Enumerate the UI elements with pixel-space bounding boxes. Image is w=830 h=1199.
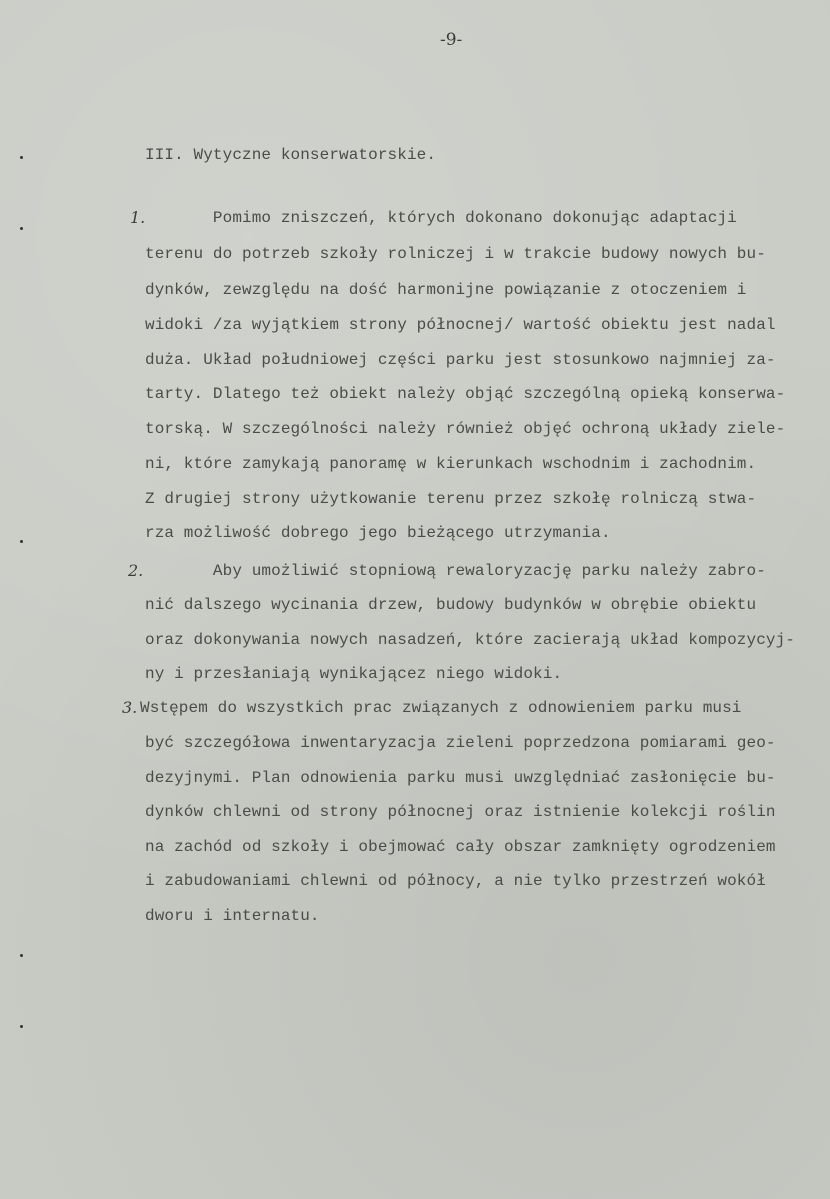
text-line: dworu i internatu. (145, 907, 320, 925)
text-line: dezyjnymi. Plan odnowienia parku musi uwzględniać zasłonięcie bu- (145, 769, 776, 787)
text-line: dynków, zewzględu na dość harmonijne powiązanie z otoczeniem i (145, 281, 747, 299)
text-line: i zabudowaniami chlewni od północy, a nie tylko przestrzeń wokół (145, 872, 766, 890)
text-line: duża. Układ południowej części parku jest stosunkowo najmniej za- (145, 351, 776, 369)
text-line: ni, które zamykają panoramę w kierunkach wschodnim i zachodnim. (145, 455, 757, 473)
margin-mark (20, 1025, 23, 1028)
text-line: nić dalszego wycinania drzew, budowy budynków w obrębie obiektu (145, 596, 757, 614)
text-line: Wstępem do wszystkich prac związanych z odnowieniem parku musi (140, 699, 742, 717)
text-line: Z drugiej strony użytkowanie terenu przez szkołę rolniczą stwa- (145, 490, 757, 508)
text-line: torską. W szczególności należy również objęć ochroną układy ziele- (145, 420, 786, 438)
text-line: na zachód od szkoły i obejmować cały obszar zamknięty ogrodzeniem (145, 838, 776, 856)
text-line: terenu do potrzeb szkoły rolniczej i w trakcie budowy nowych bu- (145, 245, 766, 263)
margin-mark (20, 156, 23, 159)
text-line: Aby umożliwić stopniową rewaloryzację parku należy zabro- (145, 562, 766, 580)
text-line: Pomimo zniszczeń, których dokonano dokonując adaptacji (145, 209, 737, 227)
item-number: 2. (128, 561, 144, 580)
margin-mark (20, 954, 23, 957)
margin-mark (20, 227, 23, 230)
text-line: ny i przesłaniają wynikającez niego widoki. (145, 665, 563, 683)
text-line: widoki /za wyjątkiem strony północnej/ wartość obiektu jest nadal (145, 316, 776, 334)
item-number: 1. (130, 208, 146, 227)
margin-mark (20, 540, 23, 543)
text-line: być szczegółowa inwentaryzacja zieleni poprzedzona pomiarami geo- (145, 734, 776, 752)
section-heading: III. Wytyczne konserwatorskie. (145, 146, 437, 164)
text-line: dynków chlewni od strony północnej oraz istnienie kolekcji roślin (145, 803, 776, 821)
item-number: 3. (122, 698, 138, 717)
page-number: -9- (440, 30, 463, 50)
text-line: tarty. Dlatego też obiekt należy objąć szczególną opieką konserwa- (145, 385, 786, 403)
text-line: oraz dokonywania nowych nasadzeń, które zacierają układ kompozycyj- (145, 631, 796, 649)
text-line: rza możliwość dobrego jego bieżącego utrzymania. (145, 524, 611, 542)
